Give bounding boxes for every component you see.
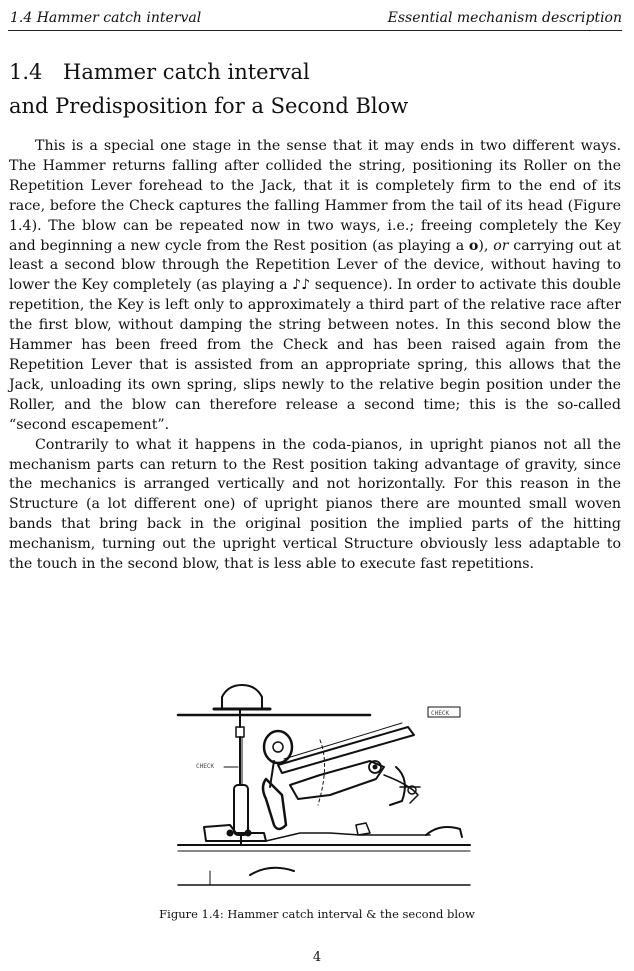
whole-note-icon: o <box>468 237 479 254</box>
paragraph-1-part2: ), <box>478 237 494 254</box>
paragraph-1-part1: This is a special one stage in the sense that it may ends in two different ways. The Hammer returns falling after collided the string, positioning its Roller on the Repetition Lever forehead to the Jack, that it is completely firm to the end of its race, before the Check captures the falling Hammer from the tail of its head (Figure 1.4). The blow can be repeated now in two ways, i.e.; freeing completely the Key and beginning a new cycle from the Rest position (as playing a <box>9 138 621 254</box>
check-label-left: CHECK <box>196 763 215 770</box>
paragraph-1-part3: carrying out at least a second blow through the Repetition Lever of the device, without having to lower the Key completely (as playing a <box>9 237 622 294</box>
body-text <box>9 137 621 575</box>
running-header <box>8 8 622 31</box>
section-number: 1.4 <box>9 60 43 84</box>
paragraph-1 <box>9 137 621 436</box>
sixteenth-notes-icon: ♪♪ <box>292 277 311 294</box>
paragraph-2: Contrarily to what it happens in the coda-pianos, in upright pianos not all the mechanism parts can return to the Rest position taking advantage of gravity, since the mechanics is arranged vertically and not horizontally. For this reason in the Structure (a lot different one) of upright pianos there are mounted small woven bands that bring back in the original position the implied parts of the hitting mechanism, turning out the upright vertical Structure obviously less adaptable to the touch in the second blow, that is less able to execute fast repetitions. <box>9 436 621 573</box>
section-title <box>9 55 609 123</box>
check-label-right: CHECK <box>431 710 450 717</box>
section-title-line1: Hammer catch interval <box>63 60 310 84</box>
paragraph-1-part4: sequence). In order to activate this double repetition, the Key is left only to approximately a third part of the relative race after the first blow, without damping the string between notes. In this second blow the Hammer has been freed from the Check and has been raised again from the Repetition Lever that is assisted from an appropriate spring, this allows that the Jack, unloading its own spring, slips newly to the relative begin position under the Roller, and the blow can therefore release a second time; this is the so-called “second escapement”. <box>9 277 621 433</box>
header-right: Essential mechanism description <box>387 10 622 26</box>
page-number: 4 <box>312 950 322 965</box>
section-title-line2: and Predisposition for a Second Blow <box>9 94 409 118</box>
piano-mechanism-drawing <box>170 675 480 900</box>
header-left: 1.4 Hammer catch interval <box>10 10 202 26</box>
figure-caption: Figure 1.4: Hammer catch interval & the second blow <box>159 907 475 921</box>
paragraph-1-or: or <box>493 237 509 254</box>
figure-mechanism <box>170 675 480 900</box>
